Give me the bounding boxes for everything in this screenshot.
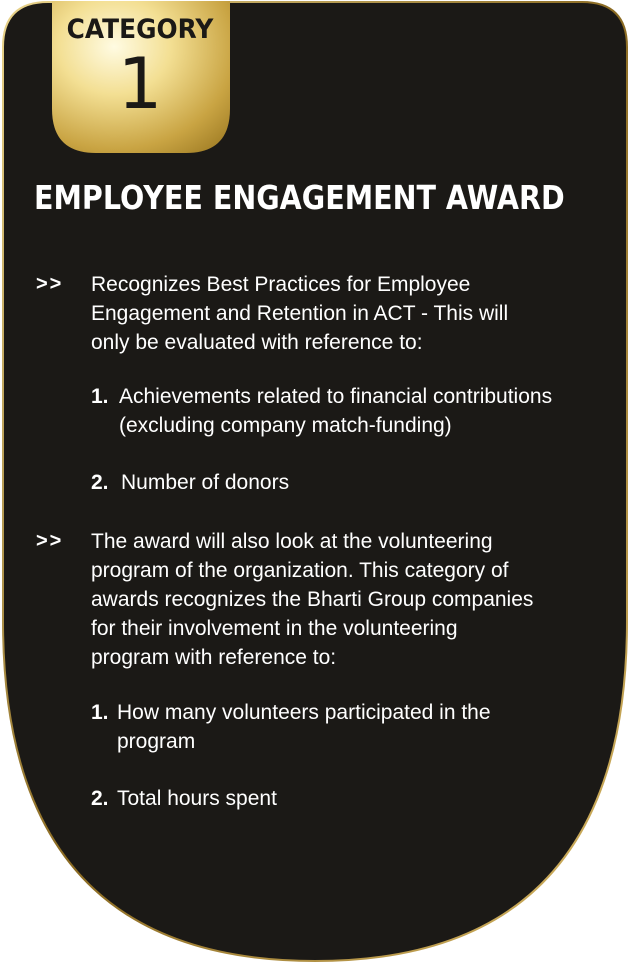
text-line: program with reference to: [91, 646, 337, 669]
item-line: (excluding company match-funding) [119, 414, 452, 437]
item-line: How many volunteers participated in the [117, 701, 491, 724]
category-number: 1 [117, 43, 163, 125]
section-2-text [91, 527, 533, 672]
list-item [121, 468, 289, 497]
item-number: 2. [91, 787, 109, 810]
text-line: for their involvement in the volunteering [91, 617, 458, 640]
text-line: awards recognizes the Bharti Group companies [91, 588, 534, 611]
bullet-marker: >> [36, 530, 64, 552]
item-line: Total hours spent [117, 787, 277, 810]
list-item [117, 698, 491, 756]
text-line: program of the organization. This category of [91, 559, 509, 582]
item-line: Achievements related to financial contributions [119, 385, 553, 408]
bullet-marker: >> [36, 273, 64, 295]
item-number: 2. [91, 471, 109, 494]
item-line: Number of donors [121, 471, 290, 494]
item-number: 1. [91, 701, 109, 724]
list-item [119, 382, 552, 440]
text-line: Recognizes Best Practices for Employee [91, 273, 471, 296]
award-title: EMPLOYEE ENGAGEMENT AWARD [34, 178, 565, 217]
section-1-text [91, 270, 508, 357]
text-line: only be evaluated with reference to: [91, 331, 423, 354]
text-line: The award will also look at the volunteering [91, 530, 493, 553]
item-number: 1. [91, 385, 109, 408]
category-tab-text [52, 14, 228, 125]
item-line: program [117, 730, 196, 753]
category-label: CATEGORY [66, 14, 214, 45]
list-item [117, 784, 277, 813]
text-line: Engagement and Retention in ACT - This will [91, 302, 509, 325]
